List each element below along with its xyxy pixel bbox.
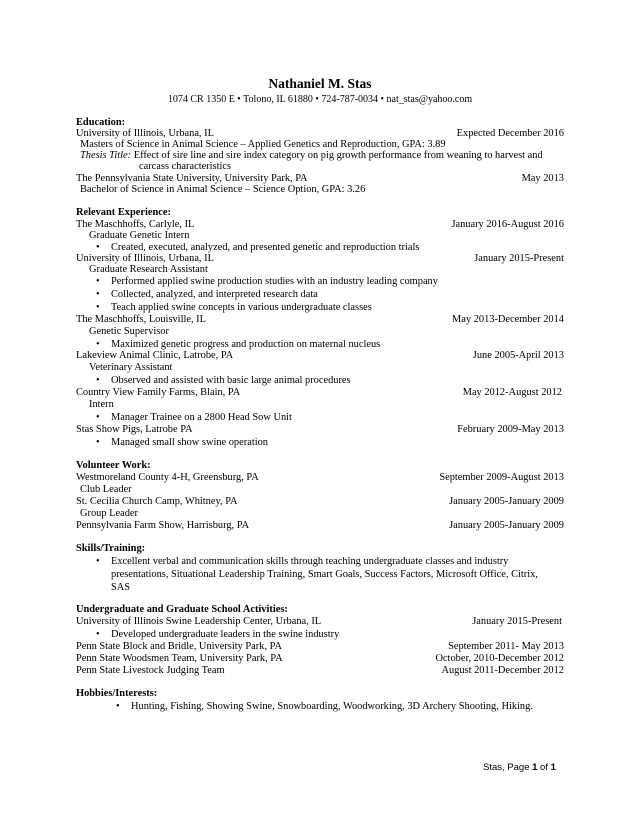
date: January 2015-Present [472, 616, 562, 627]
page-total: 1 [550, 762, 556, 773]
bullet-text: Manager Trainee on a 2800 Head Sow Unit [111, 412, 292, 423]
bullet-text-cont: presentations, Situational Leadership Training, Smart Goals, Success Factors, Microsoft Office, Citrix, [111, 569, 538, 580]
bullet-text: Collected, analyzed, and interpreted research data [111, 289, 318, 300]
date: Expected December 2016 [456, 128, 564, 139]
date: October, 2010-December 2012 [435, 653, 564, 664]
bullet-icon: • [96, 375, 100, 386]
date: May 2012-August 2012 [462, 387, 562, 398]
volunteer-heading: Volunteer Work: [76, 460, 151, 471]
date: January 2005-January 2009 [449, 520, 564, 531]
degree: Bachelor of Science in Animal Science – Science Option, GPA: 3.26 [80, 184, 366, 195]
bullet-text: Teach applied swine concepts in various undergraduate classes [111, 302, 372, 313]
date: May 2013 [521, 173, 564, 184]
date: January 2016-August 2016 [451, 219, 564, 230]
bullet-text: Excellent verbal and communication skills through teaching undergraduate classes and industry [111, 556, 509, 567]
date: September 2009-August 2013 [439, 472, 564, 483]
org: Country View Family Farms, Blain, PA [76, 387, 241, 398]
bullet-icon: • [96, 437, 100, 448]
bullet-text: Maximized genetic progress and production on maternal nucleus [111, 339, 381, 350]
hobbies-heading: Hobbies/Interests: [76, 688, 158, 699]
bullet-icon: • [96, 629, 100, 640]
role: Graduate Research Assistant [89, 264, 208, 275]
bullet-item [76, 436, 584, 449]
bullet-item [76, 275, 584, 288]
date: January 2015-Present [474, 253, 564, 264]
bullet-icon: • [96, 412, 100, 423]
role: Veterinary Assistant [89, 362, 173, 373]
activity-entry [76, 664, 564, 677]
org: St. Cecilia Church Camp, Whitney, PA [76, 496, 238, 507]
org: The Maschhoffs, Carlyle, IL [76, 219, 195, 230]
footer-prefix: Stas, Page [483, 762, 533, 773]
bullet-text: Developed undergraduate leaders in the swine industry [111, 629, 340, 640]
role: Intern [89, 399, 114, 410]
bullet-text: Created, executed, analyzed, and presented genetic and reproduction trials [111, 242, 420, 253]
bullet-icon: • [96, 276, 100, 287]
experience-entry [76, 423, 564, 436]
bullet-icon: • [96, 339, 100, 350]
org: University of Illinois, Urbana, IL [76, 253, 214, 264]
education-heading: Education: [76, 117, 126, 128]
role: Genetic Supervisor [89, 326, 169, 337]
org: Stas Show Pigs, Latrobe PA [76, 424, 193, 435]
bullet-item [76, 700, 604, 713]
bullet-icon: • [96, 289, 100, 300]
bullet-item [76, 555, 584, 568]
org: Penn State Woodsmen Team, University Park, PA [76, 653, 283, 664]
page-number: 1 [532, 762, 538, 773]
org: Lakeview Animal Clinic, Latrobe, PA [76, 350, 234, 361]
role: Graduate Genetic Intern [89, 230, 190, 241]
degree: Masters of Science in Animal Science – Applied Genetics and Reproduction, GPA: 3.89 [80, 139, 446, 150]
org: Penn State Block and Bridle, University Park, PA [76, 641, 282, 652]
date: September 2011- May 2013 [448, 641, 564, 652]
footer-of: of [537, 762, 551, 773]
activities-heading: Undergraduate and Graduate School Activities: [76, 604, 288, 615]
thesis-label: Thesis Title: [80, 150, 132, 161]
bullet-text-cont: SAS [111, 582, 131, 593]
school: University of Illinois, Urbana, IL [76, 128, 214, 139]
bullet-text: Managed small show swine operation [111, 437, 268, 448]
bullet-text: Hunting, Fishing, Showing Swine, Snowboarding, Woodworking, 3D Archery Shooting, Hiking. [131, 701, 533, 712]
date: February 2009-May 2013 [457, 424, 564, 435]
resume-name: Nathaniel M. Stas [268, 76, 372, 91]
bullet-icon: • [96, 242, 100, 253]
date: June 2005-April 2013 [472, 350, 564, 361]
bullet-item [76, 288, 584, 301]
contact-info: 1074 CR 1350 E • Tolono, IL 61880 • 724-787-0034 • nat_stas@yahoo.com [167, 94, 473, 105]
bullet-icon: • [96, 556, 100, 567]
org: Pennsylvania Farm Show, Harrisburg, PA [76, 520, 250, 531]
org: Westmoreland County 4-H, Greensburg, PA [76, 472, 259, 483]
date: May 2013-December 2014 [452, 314, 564, 325]
thesis-text: Effect of sire line and sire index category on pig growth performance from weaning to harvest and [133, 150, 543, 161]
date: August 2011-December 2012 [441, 665, 564, 676]
bullet-icon: • [116, 701, 120, 712]
bullet-text: Performed applied swine production studies with an industry leading company [111, 276, 438, 287]
org: The Maschhoffs, Louisville, IL [76, 314, 206, 325]
volunteer-entry [76, 519, 564, 532]
skills-heading: Skills/Training: [76, 543, 146, 554]
thesis-text-cont: carcass characteristics [139, 161, 232, 172]
school: The Pennsylvania State University, University Park, PA [76, 173, 308, 184]
page-footer [483, 762, 556, 773]
role: Group Leader [80, 508, 138, 519]
bullet-icon: • [96, 302, 100, 313]
role: Club Leader [80, 484, 132, 495]
bullet-text: Observed and assisted with basic large animal procedures [111, 375, 351, 386]
activity-entry [76, 615, 564, 628]
org: University of Illinois Swine Leadership Center, Urbana, IL [76, 616, 322, 627]
date: January 2005-January 2009 [449, 496, 564, 507]
experience-heading: Relevant Experience: [76, 207, 171, 218]
org: Penn State Livestock Judging Team [76, 665, 225, 676]
